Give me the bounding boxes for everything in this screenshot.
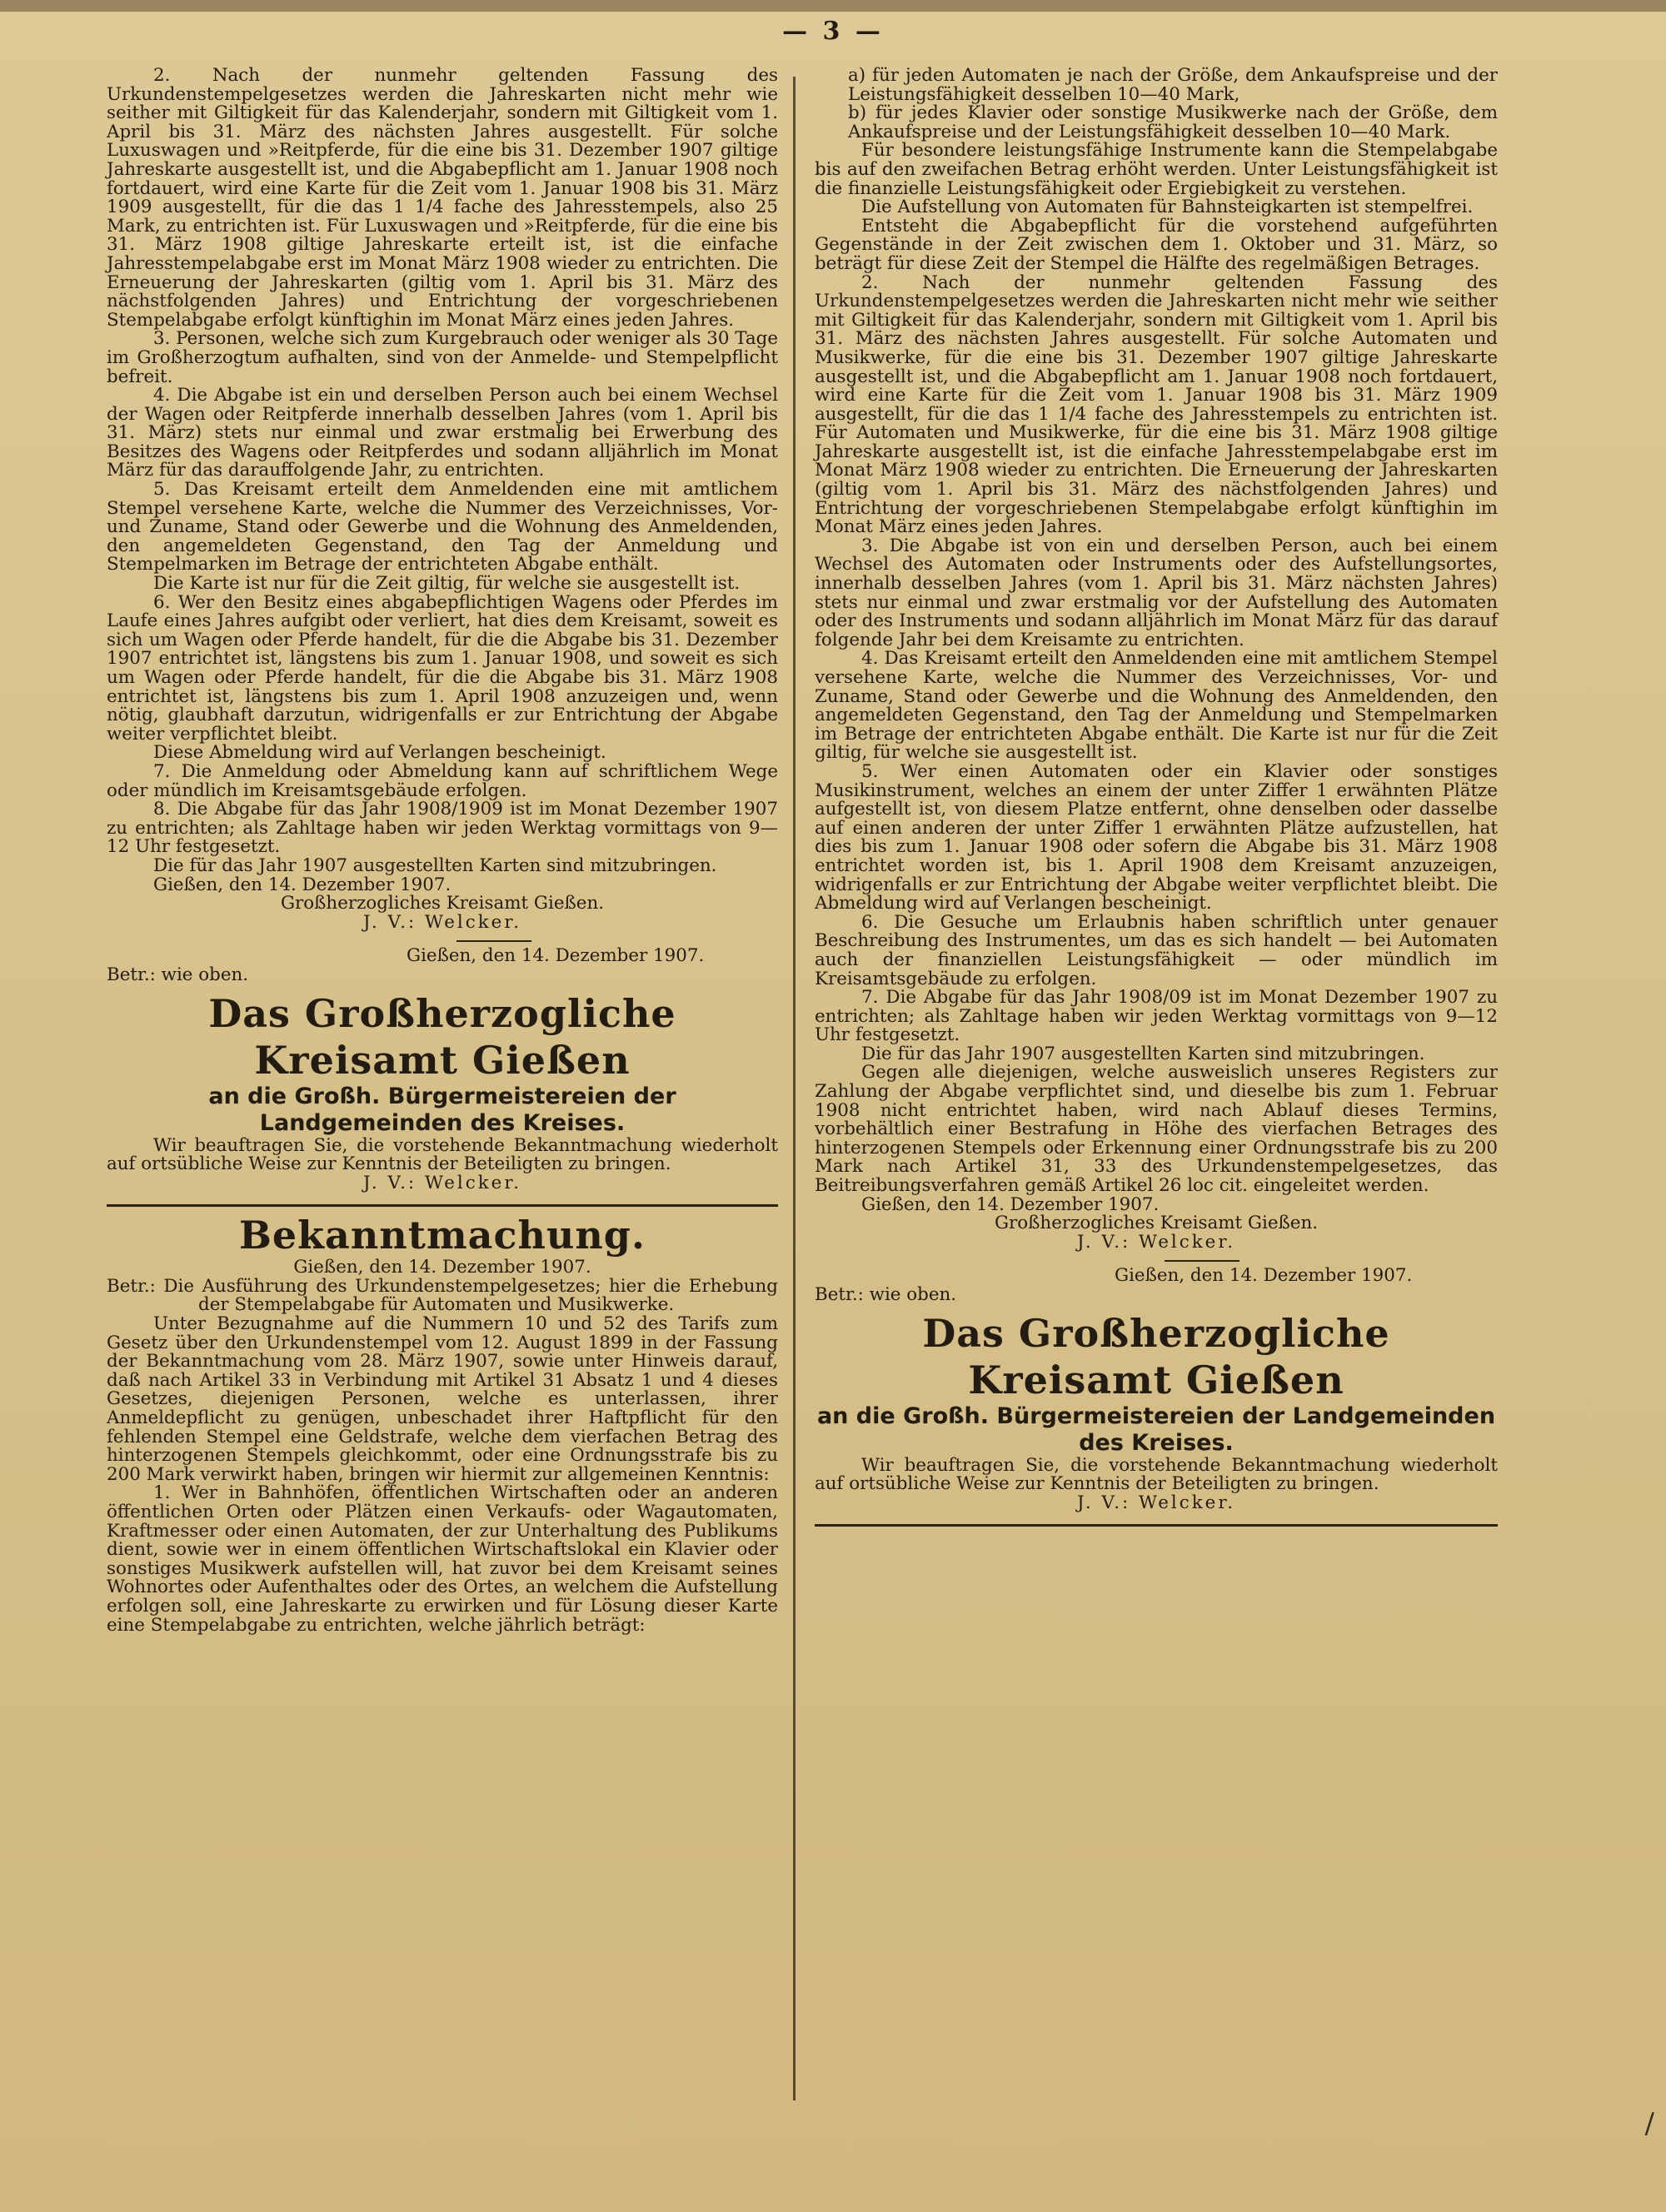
paragraph: 2. Nach der nunmehr geltenden Fassung des Urkundenstempelgesetzes werden die Jahreskarten nicht mehr wie seither mit Giltigkeit für das Kalenderjahr, sondern mit Giltigkeit vom 1. April bis 31. März des nächsten Jahres ausgestellt. Für solche Luxuswagen und »Reitpferde, für die eine bis 31. Dezember 1907 giltige Jahreskarte ausgestellt ist, und die Abgabepflicht am 1. Januar 1908 noch fortdauert, wird eine Karte für die Zeit vom 1. Januar 1908 bis 31. März 1909 ausgestellt, für die das 1 1/4 fache des Jahresstempels, also 25 Mark, zu entrichten ist. Für Luxuswagen und »Reitpferde, für die eine bis 31. März 1908 giltige Jahreskarte erteilt ist, ist die einfache Jahresstempelabgabe erst im Monat März 1908 wieder zu entrichten. Die Erneuerung der Jahreskarten (giltig vom 1. April bis 31. März des nächstfolgenden Jahres) und Entrichtung der vorgeschriebenen Stempelabgabe erfolgt künftighin im Monat März eines jeden Jahres. bbox=[107, 65, 778, 331]
paragraph: 3. Personen, welche sich zum Kurgebrauch oder weniger als 30 Tage im Großherzogtum aufhalten, sind von der Anmelde- und Stempelpflicht befreit. bbox=[107, 328, 778, 387]
signature-line: J. V.: Welcker. bbox=[362, 911, 522, 933]
list-item: b) für jedes Klavier oder sonstige Musikwerke nach der Größe, dem Ankaufspreise und der Leistungsfähigkeit desselben 10—40 Mark. bbox=[848, 102, 1498, 142]
page-number: — 3 — bbox=[782, 17, 884, 46]
paragraph: 6. Die Gesuche um Erlaubnis haben schriftlich unter genauer Beschreibung des Instrumentes, um das es sich handelt — bei Automaten auch der finanziellen Leistungsfähigkeit — oder mündlich im Kreisamtsgebäude zu erfolgen. bbox=[815, 911, 1498, 989]
paragraph: 4. Das Kreisamt erteilt den Anmeldenden eine mit amtlichem Stempel versehene Karte, welche die Nummer des Verzeichnisses, Vor- und Zuname, Stand oder Gewerbe und die Wohnung des Anmeldenden, den angemeldeten Gegenstand, den Tag der Anmeldung und Stempelmarken im Betrage der entrichteten Abgabe enthält. Die Karte ist nur für die Zeit giltig, für welche sie ausgestellt ist. bbox=[815, 648, 1498, 764]
betreff-line: Betr.: wie oben. bbox=[815, 1284, 957, 1305]
paragraph: 6. Wer den Besitz eines abgabepflichtigen Wagens oder Pferdes im Laufe eines Jahres aufgibt oder verliert, hat dies dem Kreisamt, soweit es sich um Wagen oder Pferde handelt, für die die Abgabe bis 31. Dezember 1907 entrichtet ist, längstens bis zum 1. Januar 1908, und soweit es sich um Wagen oder Pferde handelt, für die die Abgabe bis 31. März 1908 entrichtet ist, längstens bis zum 1. April 1908 anzuzeigen und, wenn nötig, glaubhaft darzutun, widrigenfalls er zur Entrichtung der Abgabe weiter verpflichtet bleibt. bbox=[107, 591, 778, 745]
dateline: Gießen, den 14. Dezember 1907. bbox=[861, 1193, 1160, 1215]
paragraph: Die für das Jahr 1907 ausgestellten Karten sind mitzubringen. bbox=[153, 854, 717, 876]
intro-paragraph: Unter Bezugnahme auf die Nummern 10 und 52 des Tarifs zum Gesetz über den Urkundenstempel vom 12. August 1899 in der Fassung der Bekanntmachung vom 28. März 1907, sowie unter Hinweis darauf, daß nach Artikel 33 in Verbindung mit Artikel 31 Absatz 1 und 4 dieses Gesetzes, diejenigen Personen, welche es unterlassen, ihrer Anmeldepflicht zu genügen, unbeschadet ihrer Haftpflicht für den fehlenden Stempel eine Geldstrafe, welche dem vierfachen Betrag des hinterzogenen Stempels gleichkommt, oder eine Ordnungsstrafe bis zu 200 Mark verwirkt haben, bringen wir hiermit zur allgemeinen Kenntnis: bbox=[107, 1313, 778, 1485]
authority-line: Großherzogliches Kreisamt Gießen. bbox=[994, 1213, 1319, 1234]
paragraph: Die Karte ist nur für die Zeit giltig, für welche sie ausgestellt ist. bbox=[153, 573, 741, 595]
paragraph: Entsteht die Abgabepflicht für die vorstehend aufgeführten Gegenstände in der Zeit zwischen dem 1. Oktober und 31. März, so beträgt für diese Zeit der Stempel die Hälfte des regelmäßigen Betrages. bbox=[815, 215, 1498, 274]
paragraph: 1. Wer in Bahnhöfen, öffentlichen Wirtschaften oder an anderen öffentlichen Orten oder Plätzen einen Verkaufs- oder Wagautomaten, Kraftmesser oder einen Automaten, der zur Unterhaltung des Publikums dient, sowie wer in einem öffentlichen Wirtschaftslokal ein Klavier oder sonstiges Musikwerk aufstellen will, hat zuvor bei dem Kreisamt seines Wohnortes oder Aufenthaltes oder des Ortes, an welchem die Aufstellung erfolgen soll, eine Jahreskarte zu erwirken und für Lösung dieser Karte eine Stempelabgabe zu entrichten, welche jährlich beträgt: bbox=[107, 1482, 778, 1636]
announcement-heading: Bekanntmachung. bbox=[239, 1213, 646, 1258]
paragraph: 4. Die Abgabe ist ein und derselben Person auch bei einem Wechsel der Wagen oder Reitpferde innerhalb desselben Jahres (vom 1. April bis 31. März) stets nur einmal und zwar erstmalig bei Erwerbung des Besitzes des Wagens oder Reitpferdes und sodann alljährlich im Monat März für das darauffolgende Jahr, zu entrichten. bbox=[107, 385, 778, 481]
order-text: Wir beauftragen Sie, die vorstehende Bekanntmachung wiederholt auf ortsübliche Weise zur Kenntnis der Beteiligten zu bringen. bbox=[107, 1134, 778, 1175]
authority-line: Großherzogliches Kreisamt Gießen. bbox=[280, 893, 605, 914]
short-divider bbox=[456, 940, 531, 942]
paragraph: 5. Das Kreisamt erteilt dem Anmeldenden eine mit amtlichem Stempel versehene Karte, welche die Nummer des Verzeichnisses, Vor- und Zuname, Stand oder Gewerbe und die Wohnung des Anmeldenden, den angemeldeten Gegenstand, den Tag der Anmeldung und Stempelmarken im Betrage der entrichteten Abgabe enthält. bbox=[107, 479, 778, 575]
betreff-line: Betr.: Die Ausführung des Urkundenstempelgesetzes; hier die Erhebung der Stempelabgabe für Automaten und Musikwerke. bbox=[107, 1275, 778, 1316]
authority-heading: Das Großherzogliche Kreisamt Gießen bbox=[208, 990, 676, 1083]
paragraph: Die Aufstellung von Automaten für Bahnsteigkarten ist stempelfrei. bbox=[861, 197, 1474, 218]
paragraph: 7. Die Abgabe für das Jahr 1908/09 ist im Monat Dezember 1907 zu entrichten; als Zahltage haben wir jeden Werktag vormittags von 9—12 Uhr festgesetzt. bbox=[815, 987, 1498, 1046]
short-divider bbox=[1165, 1260, 1240, 1262]
signature-line: J. V.: Welcker. bbox=[362, 1172, 522, 1193]
order-text: Wir beauftragen Sie, die vorstehende Bekanntmachung wiederholt auf ortsübliche Weise zur Kenntnis der Beteiligten zu bringen. bbox=[815, 1454, 1498, 1495]
top-border bbox=[0, 0, 1666, 12]
recipient-heading: an die Großh. Bürgermeistereien der Landgemeinden des Kreises. bbox=[816, 1402, 1496, 1456]
paragraph: Diese Abmeldung wird auf Verlangen bescheinigt. bbox=[153, 742, 606, 764]
list-item: a) für jeden Automaten je nach der Größe, dem Ankaufspreise und der Leistungsfähigkeit desselben 10—40 Mark, bbox=[848, 65, 1498, 105]
paragraph: Für besondere leistungsfähige Instrumente kann die Stempelabgabe bis auf den zweifachen Betrag erhöht werden. Unter Leistungsfähigkeit ist die finanzielle Leistungsfähigkeit oder Ergiebigkeit zu verstehen. bbox=[815, 140, 1498, 199]
dateline: Gießen, den 14. Dezember 1907. bbox=[407, 945, 705, 967]
section-divider bbox=[107, 1204, 778, 1207]
paragraph: Die für das Jahr 1907 ausgestellten Karten sind mitzubringen. bbox=[861, 1043, 1425, 1064]
column-divider bbox=[793, 77, 796, 2100]
signature-line: J. V.: Welcker. bbox=[1076, 1492, 1236, 1513]
section-divider bbox=[815, 1524, 1498, 1527]
dateline: Gießen, den 14. Dezember 1907. bbox=[153, 874, 451, 895]
left-column bbox=[107, 67, 778, 1635]
paragraph: Gegen alle diejenigen, welche ausweislich unseres Registers zur Zahlung der Abgabe verpflichtet sind, und dieselbe bis zum 1. Februar 1908 nicht entrichtet haben, wird nach Ablauf dieses Termins, vorbehältlich einer Bestrafung in Höhe des vierfachen Betrages des hinterzogenen Stempels oder Erkennung einer Ordnungsstrafe bis zu 200 Mark nach Artikel 31, 33 des Urkundenstempelgesetzes, das Beitreibungsverfahren gemäß Artikel 26 loc cit. eingeleitet werden. bbox=[815, 1062, 1498, 1197]
paragraph: 7. Die Anmeldung oder Abmeldung kann auf schriftlichem Wege oder mündlich im Kreisamtsgebäude erfolgen. bbox=[107, 760, 778, 801]
authority-heading: Das Großherzogliche Kreisamt Gießen bbox=[922, 1310, 1390, 1402]
paragraph: 3. Die Abgabe ist von ein und derselben Person, auch bei einem Wechsel des Automaten oder Instruments oder des Aufstellungsortes, innerhalb desselben Jahres (vom 1. April bis 31. März nächsten Jahres) stets nur einmal und zwar erstmalig vor der Aufstellung des Automaten oder des Instruments und sodann alljährlich im Monat März für das darauf folgende Jahr bei dem Kreisamte zu entrichten. bbox=[815, 535, 1498, 650]
right-column bbox=[815, 67, 1498, 1532]
paragraph: 5. Wer einen Automaten oder ein Klavier oder sonstiges Musikinstrument, welches an einem der unter Ziffer 1 erwähnten Plätze aufgestellt ist, von diesem Platze entfernt, ohne denselben oder dasselbe auf einen anderen der unter Ziffer 1 erwähnten Plätze aufzustellen, hat dies bis zum 1. Januar 1908 oder sofern die Abgabe bis 31. März 1908 entrichtet worden ist, bis 1. April 1908 dem Kreisamt anzuzeigen, widrigenfalls er zur Entrichtung der Abgabe weiter verpflichtet bleibt. Die Abmeldung wird auf Verlangen bescheinigt. bbox=[815, 760, 1498, 914]
recipient-heading: an die Großh. Bürgermeistereien der Landgemeinden des Kreises. bbox=[208, 1083, 676, 1136]
dateline: Gießen, den 14. Dezember 1907. bbox=[1115, 1265, 1413, 1287]
paragraph: 2. Nach der nunmehr geltenden Fassung des Urkundenstempelgesetzes werden die Jahreskarten nicht mehr wie seither mit Giltigkeit für das Kalenderjahr, sondern mit Giltigkeit vom 1. April bis 31. März des nächsten Jahres ausgestellt. Für solche Automaten und Musikwerke, für die eine bis 31. Dezember 1907 giltige Jahreskarte ausgestellt ist, und die Abgabepflicht am 1. Januar 1908 noch fortdauert, wird eine Karte für die Zeit vom 1. Januar 1908 bis 31. März 1909 ausgestellt, für die das 1 1/4 fache des Jahresstempels zu entrichten ist. Für Automaten und Musikwerke, für die eine bis 31. März 1908 giltige Jahreskarte ausgestellt ist, ist die einfache Jahresstempelabgabe erst im Monat März 1908 wieder zu entrichten. Die Erneuerung der Jahreskarten (giltig vom 1. April bis 31. März des nächstfolgenden Jahres) und Entrichtung der vorgeschriebenen Stempelabgabe erfolgt künftighin im Monat März eines jeden Jahres. bbox=[815, 272, 1498, 538]
dateline: Gießen, den 14. Dezember 1907. bbox=[293, 1257, 591, 1278]
pencil-mark: / bbox=[1644, 2107, 1654, 2140]
paragraph: 8. Die Abgabe für das Jahr 1908/1909 ist im Monat Dezember 1907 zu entrichten; als Zahltage haben wir jeden Werktag vormittags von 9—12 Uhr festgesetzt. bbox=[107, 799, 778, 858]
betreff-line: Betr.: wie oben. bbox=[107, 964, 249, 985]
signature-line: J. V.: Welcker. bbox=[1076, 1231, 1236, 1253]
